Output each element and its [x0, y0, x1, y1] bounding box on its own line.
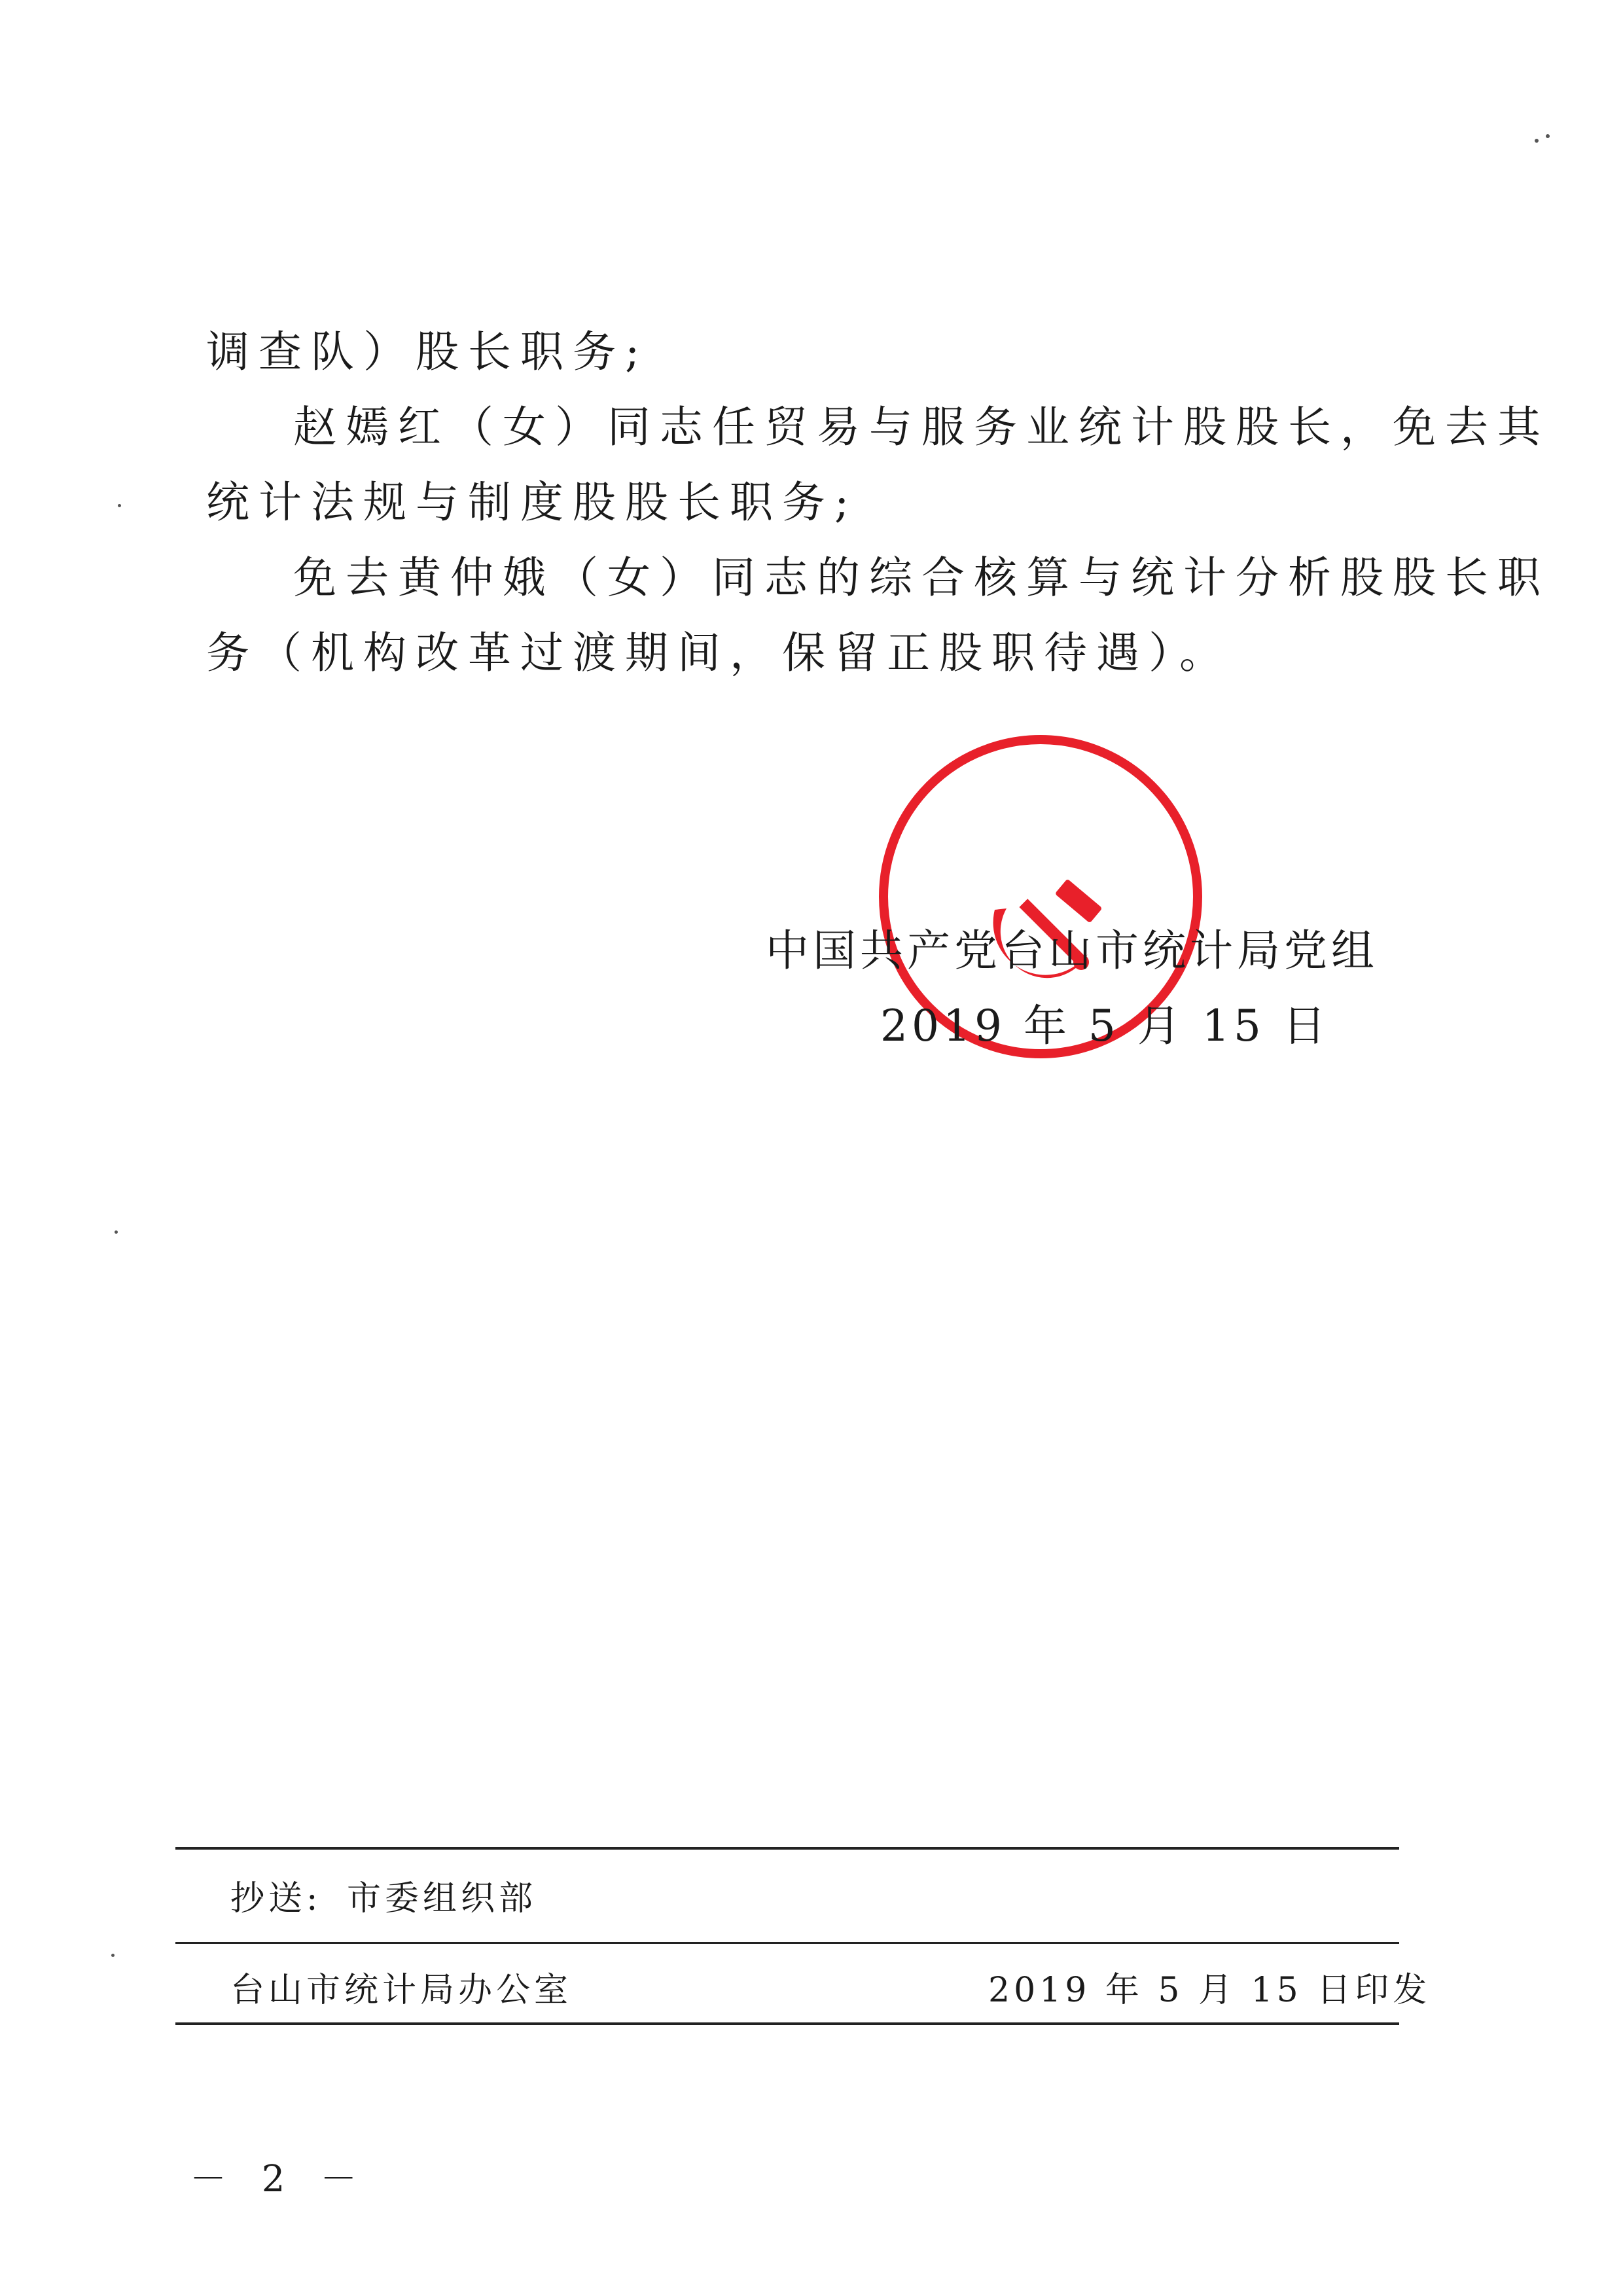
- cc-label: 抄送:: [230, 1879, 322, 1918]
- scan-speck: [1546, 134, 1550, 138]
- scan-speck: [1535, 139, 1539, 143]
- signature-date: 2019 年 5 月 15 日: [880, 1001, 1330, 1051]
- footer-middle-rule: [175, 1942, 1399, 1944]
- footer-top-rule: [175, 1847, 1399, 1850]
- page-number: － 2 －: [190, 2158, 369, 2200]
- issuer-office: 台山市统计局办公室: [230, 1971, 573, 2010]
- body-line-1: 调查队）股长职务;: [206, 327, 649, 377]
- body-line-5: 务（机构改革过渡期间，保留正股职待遇）。: [206, 628, 1232, 678]
- scan-speck: [115, 1230, 118, 1234]
- body-line-4: 免去黄仲娥（女）同志的综合核算与统计分析股股长职: [293, 552, 1550, 603]
- footer-bottom-rule: [175, 2022, 1399, 2025]
- scan-speck: [118, 504, 121, 507]
- body-line-2: 赵嫣红（女）同志任贸易与服务业统计股股长，免去其: [293, 402, 1550, 452]
- issue-date: 2019 年 5 月 15 日印发: [988, 1971, 1431, 2010]
- scan-speck: [111, 1954, 115, 1957]
- body-line-3: 统计法规与制度股股长职务;: [206, 477, 859, 528]
- signature-organization: 中国共产党台山市统计局党组: [766, 925, 1378, 976]
- cc-recipient: 市委组织部: [347, 1879, 537, 1918]
